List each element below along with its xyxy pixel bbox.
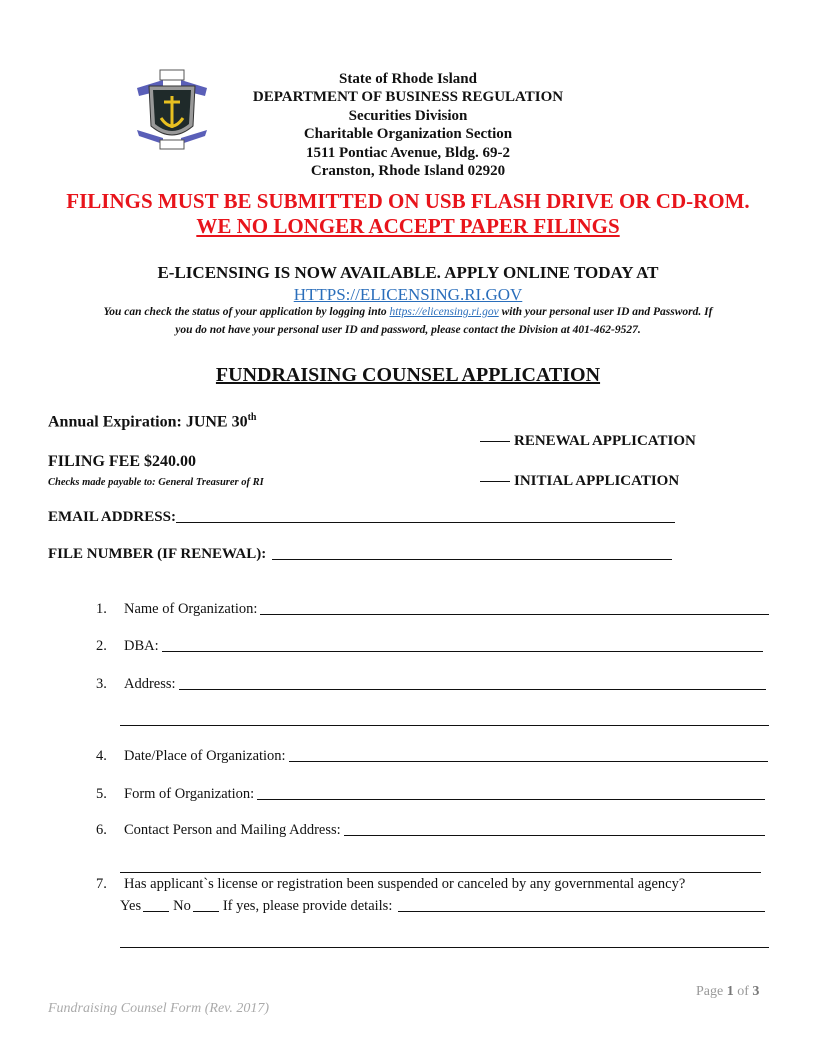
checks-payable-note: Checks made payable to: General Treasurer of RI — [48, 477, 264, 488]
elicensing-link[interactable]: HTTPS://ELICENSING.RI.GOV — [293, 285, 523, 304]
elicensing-note-line2: you do not have your personal user ID and password, please contact the Division at 401-462-9527. — [175, 324, 641, 336]
form-title: FUNDRAISING COUNSEL APPLICATION — [215, 364, 601, 386]
initial-application-option[interactable]: INITIAL APPLICATION — [480, 473, 679, 490]
header-line: State of Rhode Island — [339, 71, 477, 87]
elicensing-note-link[interactable]: https://elicensing.ri.gov — [389, 306, 499, 318]
elicensing-heading: E-LICENSING IS NOW AVAILABLE. APPLY ONLINE TODAY AT — [157, 263, 659, 282]
date-place-of-organization-field[interactable]: 4. Date/Place of Organization: — [96, 748, 768, 765]
contact-address-line-2[interactable] — [120, 872, 761, 873]
renewal-application-option[interactable]: RENEWAL APPLICATION — [480, 433, 696, 450]
contact-person-field[interactable]: 6. Contact Person and Mailing Address: — [96, 822, 765, 839]
suspension-answer-field[interactable]: Yes No If yes, please provide details: — [120, 898, 765, 915]
notice-line-2: WE NO LONGER ACCEPT PAPER FILINGS — [196, 214, 620, 238]
filing-fee: FILING FEE $240.00 — [48, 453, 197, 470]
file-number-field[interactable]: FILE NUMBER (IF RENEWAL): — [48, 546, 672, 563]
form-of-organization-field[interactable]: 5. Form of Organization: — [96, 786, 765, 803]
notice-line-1: FILINGS MUST BE SUBMITTED ON USB FLASH DRIVE OR CD-ROM. — [66, 189, 750, 213]
header-line: Securities Division — [348, 107, 468, 124]
header-line: Charitable Organization Section — [303, 126, 513, 143]
address-line-2[interactable] — [120, 725, 769, 726]
name-of-organization-field[interactable]: 1. Name of Organization: — [96, 601, 769, 618]
address-field[interactable]: 3. Address: — [96, 676, 766, 693]
page-number: Page 1 of 3 — [696, 984, 760, 999]
annual-expiration: Annual Expiration: JUNE 30th — [48, 412, 257, 431]
agency-header — [0, 70, 816, 180]
elicensing-note: You can check the status of your application by logging into https://elicensing.ri.gov with your personal user ID and Password. If — [103, 306, 713, 318]
form-revision: Fundraising Counsel Form (Rev. 2017) — [48, 1001, 269, 1016]
header-line: Cranston, Rhode Island 02920 — [310, 163, 506, 180]
suspension-question: 7. Has applicant`s license or registration been suspended or canceled by any governmental agency? — [96, 876, 686, 892]
suspension-details-line-2[interactable] — [120, 947, 769, 948]
header-line: DEPARTMENT OF BUSINESS REGULATION — [252, 89, 564, 106]
dba-field[interactable]: 2. DBA: — [96, 638, 763, 655]
email-address-field[interactable]: EMAIL ADDRESS: — [48, 509, 675, 526]
header-line: 1511 Pontiac Avenue, Bldg. 69-2 — [306, 144, 510, 161]
